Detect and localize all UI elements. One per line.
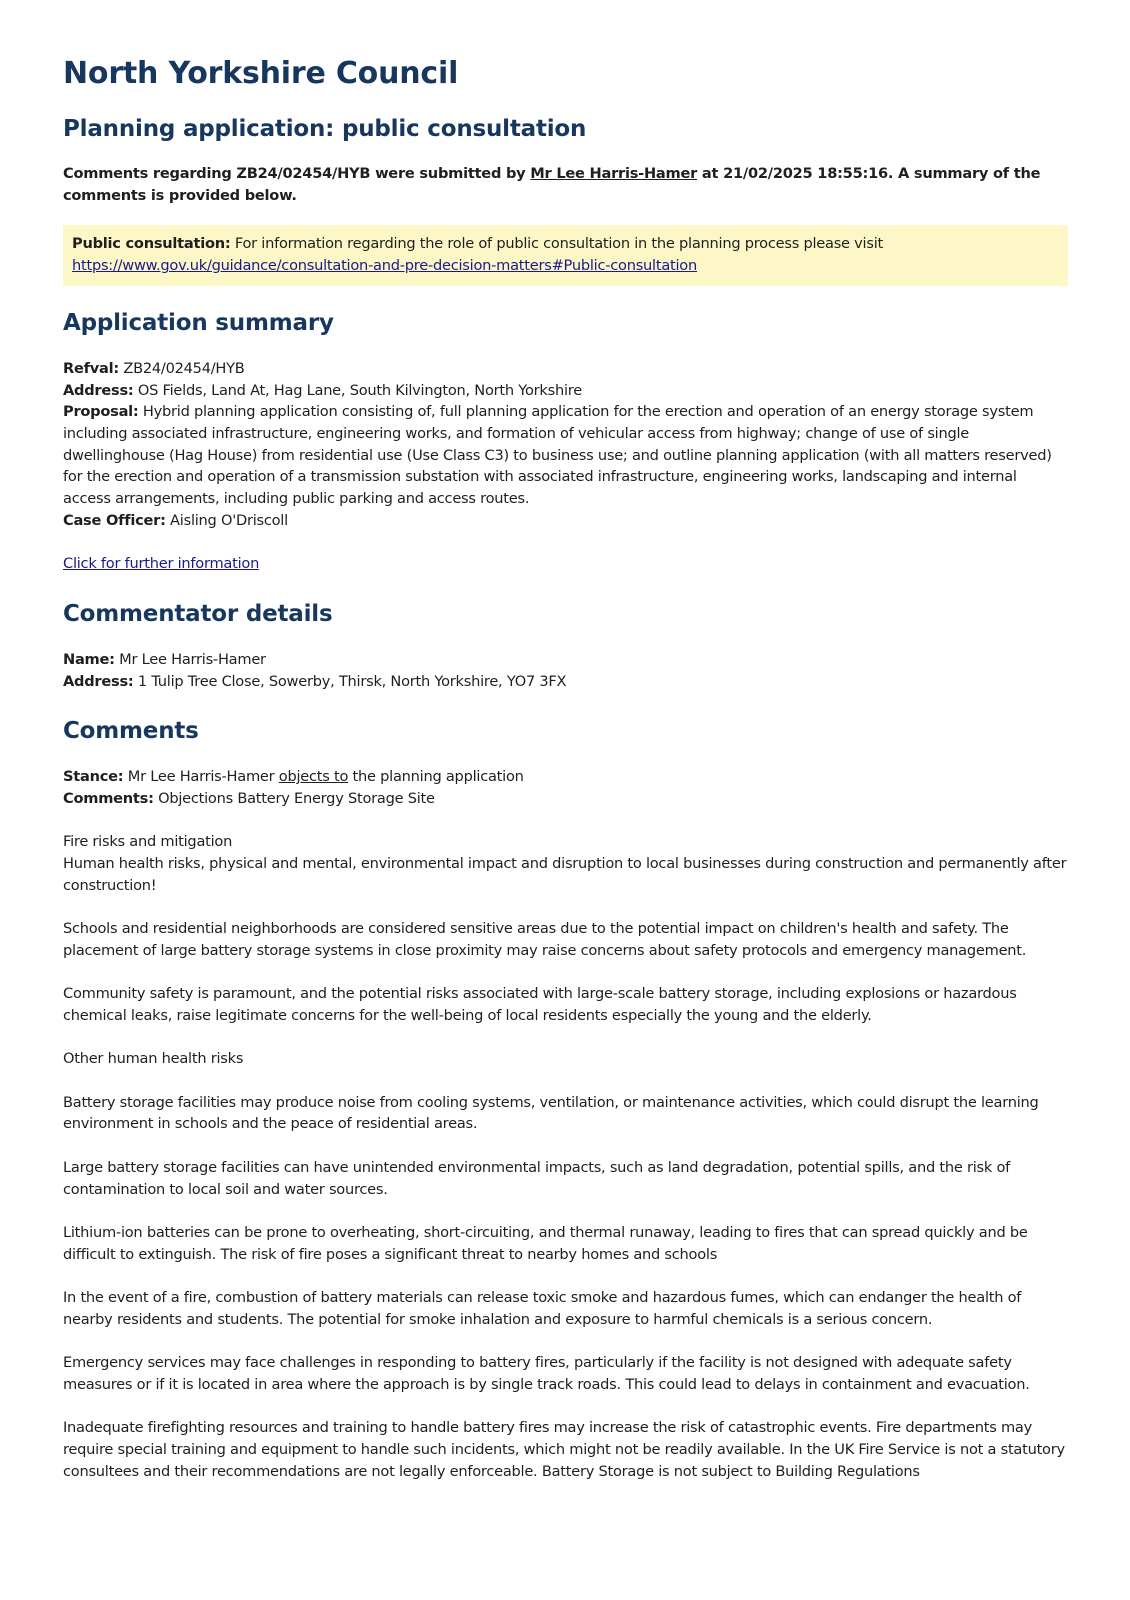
notice-label: Public consultation:	[72, 235, 231, 253]
comment-paragraph: In the event of a fire, combustion of battery materials can release toxic smoke and hazardous fumes, which can endanger the health of nearby residents and students. The potential for smoke inhalation and exposure to harmful chemicals is a serious concern.	[63, 1288, 1022, 1328]
other-risks-heading: Other human health risks	[63, 1050, 244, 1068]
comment-paragraph: Schools and residential neighborhoods are considered sensitive areas due to the potential impact on children's health and safety. The placement of large battery storage systems in close proximity may raise concerns about safety protocols and emergency management.	[63, 920, 1027, 959]
comment-paragraph: Lithium-ion batteries can be prone to overheating, short-circuiting, and thermal runaway, leading to fires that can spread quickly and be difficult to extinguish. The risk of fire poses a significant threat to nearby homes and schools	[63, 1223, 1028, 1263]
consultation-notice	[63, 225, 1068, 285]
intro-text: Comments regarding ZB24/02454/HYB were submitted by Mr Lee Harris-Hamer at 21/02/2025 18:55:16. A summary of the comments is provided below.	[63, 165, 1041, 204]
stance-line: Stance: Mr Lee Harris-Hamer objects to the planning application	[63, 768, 524, 786]
submitter-link[interactable]: Mr Lee Harris-Hamer	[530, 165, 698, 182]
comment-paragraph: Community safety is paramount, and the potential risks associated with large-scale battery storage, including explosions or hazardous chemical leaks, raise legitimate concerns for the well-being of local residents especially the young and the elderly.	[63, 985, 1017, 1024]
comment-paragraph: Human health risks, physical and mental, environmental impact and disruption to local businesses during construction and permanently after construction!	[63, 855, 1067, 894]
document-page	[63, 50, 1068, 1482]
guidance-link[interactable]: https://www.gov.uk/guidance/consultation-and-pre-decision-matters#Public-consultation	[72, 257, 697, 275]
comments-heading: Comments	[63, 718, 199, 745]
comments-line: Comments: Objections Battery Energy Storage Site	[63, 789, 435, 807]
address-line: Address: OS Fields, Land At, Hag Lane, South Kilvington, North Yorkshire	[63, 381, 582, 399]
council-title: North Yorkshire Council	[63, 56, 459, 91]
application-summary-heading: Application summary	[63, 309, 334, 336]
comment-paragraph: Battery storage facilities may produce noise from cooling systems, ventilation, or maintenance activities, which could disrupt the learning environment in schools and the peace of residential areas.	[63, 1093, 1039, 1133]
case-officer-line: Case Officer: Aisling O'Driscoll	[63, 511, 288, 529]
comments-section	[63, 718, 1068, 1482]
commentator-details	[63, 601, 1068, 692]
further-information-link[interactable]: Click for further information	[63, 555, 260, 573]
commentator-heading: Commentator details	[63, 600, 333, 627]
notice-text: For information regarding the role of public consultation in the planning process please visit	[230, 235, 883, 253]
refval-line: Refval: ZB24/02454/HYB	[63, 359, 245, 377]
application-summary	[63, 310, 1068, 575]
fire-risks-heading: Fire risks and mitigation	[63, 833, 233, 851]
stance-link[interactable]: objects to	[278, 768, 349, 786]
comment-paragraph: Large battery storage facilities can have unintended environmental impacts, such as land degradation, potential spills, and the risk of contamination to local soil and water sources.	[63, 1158, 1011, 1198]
comment-paragraph: Emergency services may face challenges in responding to battery fires, particularly if the facility is not designed with adequate safety measures or if it is located in area where the approach is by single track roads. This could lead to delays in containment and evacuation.	[63, 1354, 1030, 1393]
proposal-line: Proposal: Hybrid planning application consisting of, full planning application for the erection and operation of an energy storage system including associated infrastructure, engineering works, and formation of vehicular access from highway; change of use of single dwellinghouse (Hag House) from residential use (Use Class C3) to business use; and outline planning application (with all matters reserved) for the erection and operation of a transmission substation with associated infrastructure, engineering works, landscaping and internal access arrangements, including public parking and access routes.	[63, 403, 1052, 508]
page-heading: Planning application: public consultation	[63, 116, 587, 142]
commentator-name: Name: Mr Lee Harris-Hamer	[63, 650, 266, 668]
commentator-address: Address: 1 Tulip Tree Close, Sowerby, Thirsk, North Yorkshire, YO7 3FX	[63, 672, 567, 690]
comment-paragraph: Inadequate firefighting resources and training to handle battery fires may increase the risk of catastrophic events. Fire departments may require special training and equipment to handle such incidents, which might not be readily available. In the UK Fire Service is not a statutory consultees and their recommendations are not legally enforceable. Battery Storage is not subject to Building Regulations	[63, 1419, 1065, 1480]
